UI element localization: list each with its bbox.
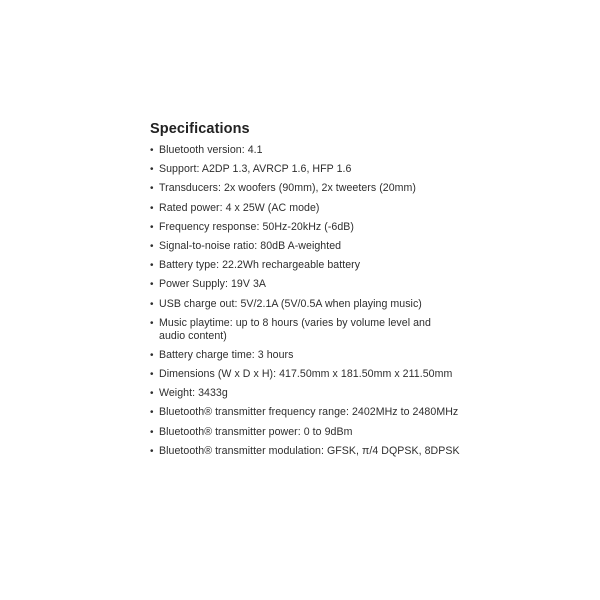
spec-text: Bluetooth® transmitter modulation: GFSK, π/4 DQPSK, 8DPSK (159, 444, 460, 457)
spec-text: USB charge out: 5V/2.1A (5V/0.5A when playing music) (159, 297, 422, 310)
specifications-section (150, 119, 460, 464)
spec-item-frequency-response (150, 221, 460, 234)
spec-item-bluetooth-version (150, 144, 460, 157)
spec-text: Battery charge time: 3 hours (159, 348, 294, 361)
spec-text: Bluetooth® transmitter power: 0 to 9dBm (159, 425, 353, 438)
spec-item-power-supply (150, 278, 460, 291)
spec-item-dimensions (150, 368, 460, 381)
spec-text: Signal-to-noise ratio: 80dB A-weighted (159, 239, 342, 252)
spec-item-battery-charge-time (150, 349, 460, 362)
bullet-icon: • (150, 240, 154, 252)
spec-item-usb-charge-out (150, 298, 460, 311)
spec-text: Transducers: 2x woofers (90mm), 2x tweeters (20mm) (159, 182, 417, 195)
specifications-heading: Specifications (150, 121, 250, 137)
bullet-icon: • (150, 202, 154, 214)
spec-item-transmitter-frequency (150, 406, 460, 419)
specifications-list (150, 144, 460, 458)
bullet-icon: • (150, 260, 154, 272)
spec-text: Weight: 3433g (159, 387, 228, 400)
bullet-icon: • (150, 183, 154, 195)
bullet-icon: • (150, 221, 154, 233)
spec-item-transmitter-power (150, 426, 460, 439)
spec-text: Frequency response: 50Hz-20kHz (-6dB) (159, 220, 354, 233)
spec-item-battery-type (150, 259, 460, 272)
spec-item-support (150, 163, 460, 176)
spec-text: Support: A2DP 1.3, AVRCP 1.6, HFP 1.6 (159, 163, 352, 176)
bullet-icon: • (150, 407, 154, 419)
spec-item-music-playtime (150, 317, 460, 343)
bullet-icon: • (150, 388, 154, 400)
spec-text: Power Supply: 19V 3A (159, 278, 266, 291)
bullet-icon: • (150, 426, 154, 438)
bullet-icon: • (150, 298, 154, 310)
spec-text: Dimensions (W x D x H): 417.50mm x 181.50mm x 211.50mm (159, 368, 453, 381)
spec-text: Bluetooth version: 4.1 (159, 144, 263, 156)
spec-item-signal-to-noise (150, 240, 460, 253)
spec-item-transmitter-modulation (150, 445, 460, 458)
bullet-icon: • (150, 164, 154, 176)
spec-text: Battery type: 22.2Wh rechargeable battery (159, 259, 361, 272)
bullet-icon: • (150, 145, 154, 156)
bullet-icon: • (150, 445, 154, 457)
bullet-icon: • (150, 369, 154, 381)
bullet-icon: • (150, 317, 154, 329)
spec-item-weight (150, 387, 460, 400)
spec-text: Music playtime: up to 8 hours (varies by volume level and audio content) (159, 316, 431, 342)
bullet-icon: • (150, 279, 154, 291)
spec-text: Bluetooth® transmitter frequency range: 2402MHz to 2480MHz (159, 406, 459, 419)
spec-item-transducers (150, 182, 460, 195)
spec-text: Rated power: 4 x 25W (AC mode) (159, 201, 320, 214)
bullet-icon: • (150, 349, 154, 361)
spec-item-rated-power (150, 202, 460, 215)
